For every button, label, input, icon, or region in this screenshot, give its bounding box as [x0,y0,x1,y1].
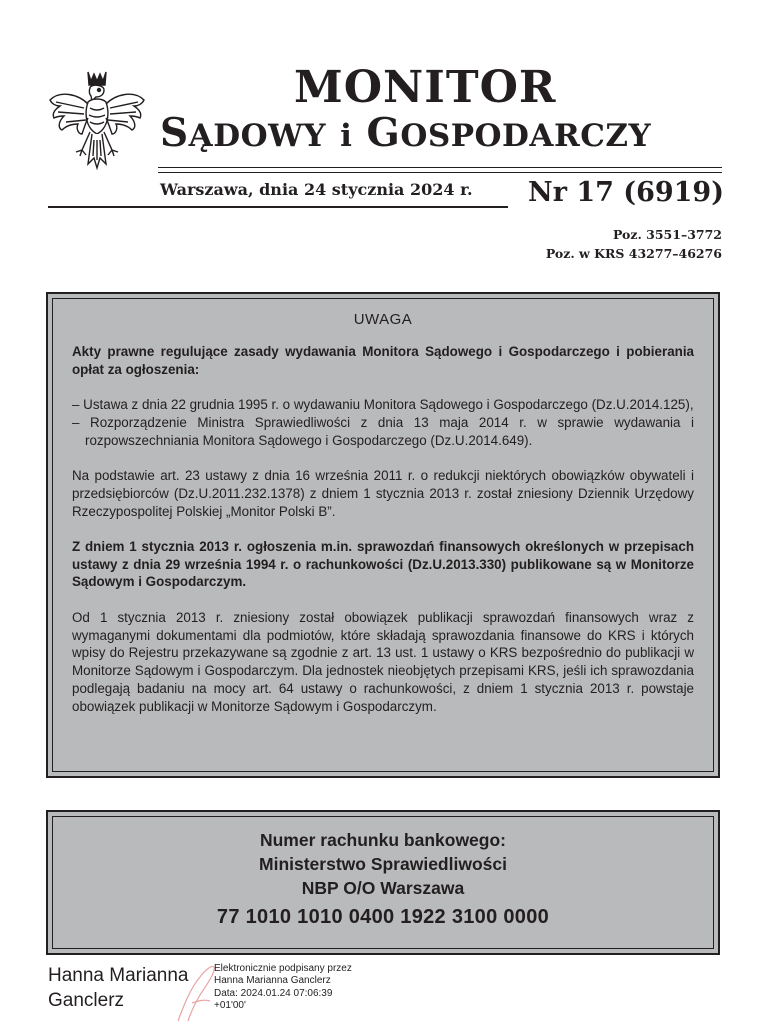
bank-label: Numer rachunku bankowego: [259,830,506,850]
notice-title: UWAGA [353,311,413,328]
subtitle-word: ĄDOWY [188,118,327,154]
bank-branch: NBP O/O Warszawa [301,878,465,898]
krs-position-range: Poz. w KRS 43277–46276 [545,246,722,261]
masthead-rule [158,167,722,168]
signature-detail-line: Hanna Marianna Ganclerz [214,975,331,987]
date-rule [48,206,508,208]
notice-intro: Akty prawne regulujące zasady wydawania Monitora Sądowego i Gospodarczego i pobierania opłat za ogłoszenia: [72,344,694,377]
notice-paragraph: Na podstawie art. 23 ustawy z dnia 16 września 2011 r. o redukcji niektórych obowiązków obywateli i przedsiębiorców (Dz.U.2011.232.1378) z dniem 1 stycznia 2013 r. został zniesiony Dziennik Urzędowy Rzeczypospolitej Polskiej „Monitor Polski B”. [72,467,694,519]
legal-acts-list [72,396,694,449]
subtitle-connector: i [340,118,353,154]
signer-name [48,963,188,1013]
signature-details [214,963,352,1012]
signature-mark-icon [170,955,220,1024]
issue-date: Warszawa, dnia 24 stycznia 2024 r. [160,180,473,199]
publication-title: MONITOR [294,62,557,113]
bank-account-box [46,810,720,955]
publication-subtitle [160,110,651,156]
signer-name-line: Hanna Marianna [48,965,189,986]
signature-detail-line: +01'00' [214,999,246,1011]
position-range: Poz. 3551–3772 [612,227,722,242]
notice-box [46,292,720,778]
notice-inner [52,298,714,772]
notice-paragraph-bold: Z dniem 1 stycznia 2013 r. ogłoszenia m.in. sprawozdań finansowych określonych w przepisach ustawy z dnia 29 września 1994 r. o rachunkowości (Dz.U.2013.330) publikowane są w Monitorze Sądowym i Gospodarczym. [72,538,694,590]
bank-account-number: 77 1010 1010 0400 1922 3100 0000 [216,906,550,928]
bank-holder: Ministerstwo Sprawiedliwości [259,854,507,874]
subtitle-word: OSPODARCZY [400,118,652,154]
issue-number: Nr 17 (6919) [528,177,724,208]
subtitle-initial: G [366,110,401,156]
list-item: – Ustawa z dnia 22 grudnia 1995 r. o wydawaniu Monitora Sądowego i Gospodarczego (Dz.U.2014.125), [72,397,694,413]
signature-detail-line: Elektronicznie podpisany przez [214,963,352,974]
subtitle-initial: S [160,110,189,156]
masthead-rule [158,172,722,173]
notice-paragraph: Od 1 stycznia 2013 r. zniesiony został obowiązek publikacji sprawozdań finansowych wraz z wymaganymi dokumentami dla podmiotów, które składają sprawozdania finansowe do KRS i których wpisy do Rejestru przekazywane są zgodnie z art. 13 ust. 1 ustawy o KRS bezpośrednio do publikacji w Monitorze Sądowym i Gospodarczym. Dla jednostek nieobjętych przepisami KRS, jeśli ich sprawozdania podlegają badaniu na mocy art. 64 ustawy o rachunkowości, z dniem 1 stycznia 2013 r. powstaje obowiązek publikacji w Monitorze Sądowym i Gospodarczym. [72,609,694,714]
signer-name-line: Ganclerz [48,990,125,1011]
polish-eagle-emblem-icon [44,68,150,188]
list-item: – Rozporządzenie Ministra Sprawiedliwości z dnia 13 maja 2014 r. w sprawie wydawania i rozpowszechniania Monitora Sądowego i Gospodarczego (Dz.U.2014.649). [72,414,694,448]
signature-detail-line: Data: 2024.01.24 07:06:39 [214,987,333,999]
bank-inner [52,816,714,949]
